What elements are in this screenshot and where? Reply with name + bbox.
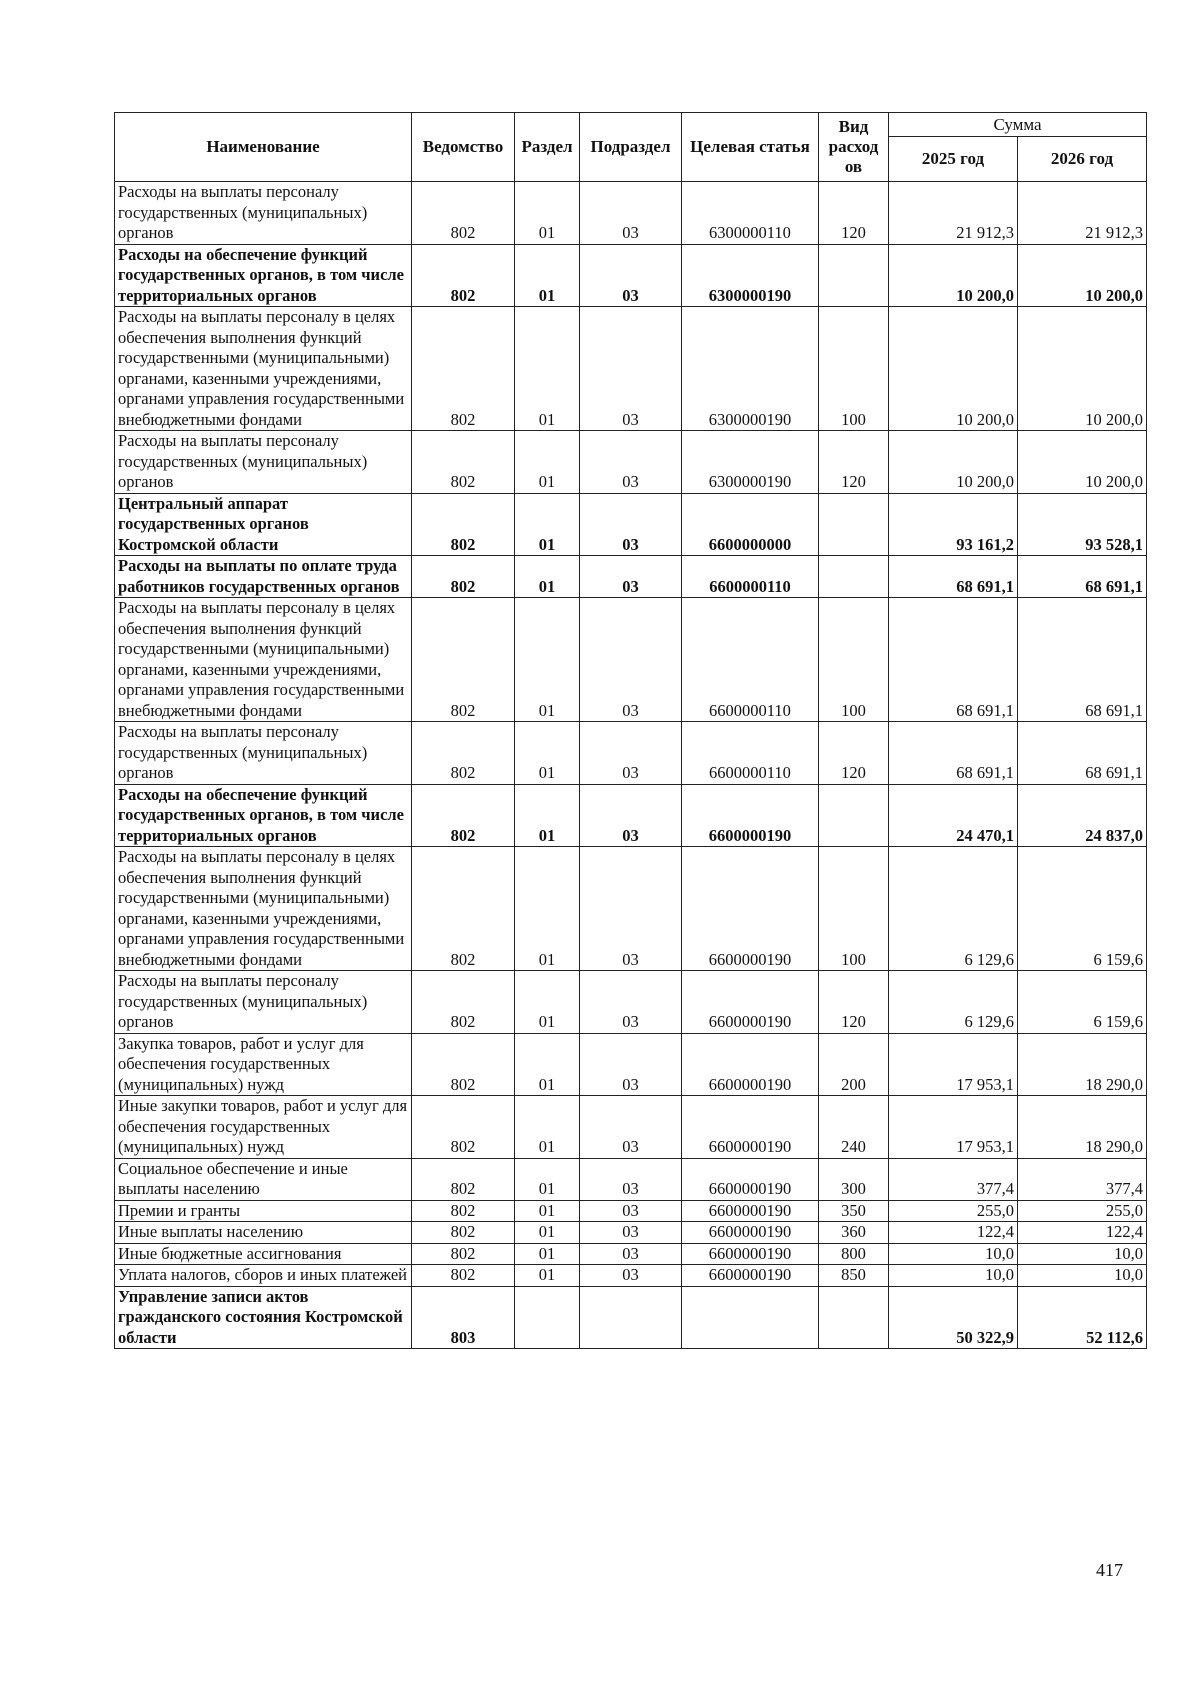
cell-razdel: 01 — [515, 598, 580, 722]
cell-tselevaya-statya: 6600000110 — [682, 556, 819, 598]
cell-podrazdel: 03 — [580, 556, 682, 598]
table-row — [115, 971, 1147, 1034]
cell-vid-raskhodov: 120 — [819, 431, 889, 494]
cell-podrazdel: 03 — [580, 1265, 682, 1287]
cell-name: Уплата налогов, сборов и иных платежей — [115, 1265, 412, 1287]
cell-razdel: 01 — [515, 1096, 580, 1159]
cell-tselevaya-statya: 6600000190 — [682, 1096, 819, 1159]
table-row — [115, 307, 1147, 431]
cell-name: Управление записи актов гражданского состояния Костромской области — [115, 1286, 412, 1349]
cell-name: Расходы на выплаты персоналу государственных (муниципальных) органов — [115, 722, 412, 785]
cell-razdel: 01 — [515, 847, 580, 971]
table-row — [115, 1158, 1147, 1200]
cell-podrazdel: 03 — [580, 784, 682, 847]
cell-sum-2025: 68 691,1 — [889, 722, 1018, 785]
cell-razdel: 01 — [515, 182, 580, 245]
cell-name: Закупка товаров, работ и услуг для обеспечения государственных (муниципальных) нужд — [115, 1033, 412, 1096]
cell-sum-2025: 10,0 — [889, 1265, 1018, 1287]
cell-podrazdel: 03 — [580, 493, 682, 556]
cell-razdel: 01 — [515, 244, 580, 307]
header-year-2025: 2025 год — [889, 137, 1018, 182]
cell-sum-2026: 24 837,0 — [1018, 784, 1147, 847]
cell-razdel: 01 — [515, 1158, 580, 1200]
table-row — [115, 182, 1147, 245]
cell-sum-2025: 10,0 — [889, 1243, 1018, 1265]
table-row — [115, 1243, 1147, 1265]
cell-sum-2025: 6 129,6 — [889, 847, 1018, 971]
table-row — [115, 784, 1147, 847]
cell-sum-2026: 6 159,6 — [1018, 847, 1147, 971]
cell-razdel: 01 — [515, 722, 580, 785]
page-number: 417 — [1096, 1560, 1123, 1580]
table-row — [115, 1286, 1147, 1349]
cell-razdel: 01 — [515, 1265, 580, 1287]
table-row — [115, 1096, 1147, 1159]
cell-vid-raskhodov: 100 — [819, 847, 889, 971]
cell-vid-raskhodov: 350 — [819, 1200, 889, 1222]
header-year-2026: 2026 год — [1018, 137, 1147, 182]
cell-name: Расходы на выплаты персоналу государственных (муниципальных) органов — [115, 431, 412, 494]
header-podrazdel: Подраздел — [580, 113, 682, 182]
table-row — [115, 598, 1147, 722]
cell-tselevaya-statya: 6600000190 — [682, 1243, 819, 1265]
cell-tselevaya-statya: 6300000190 — [682, 307, 819, 431]
cell-sum-2025: 122,4 — [889, 1222, 1018, 1244]
cell-sum-2026: 377,4 — [1018, 1158, 1147, 1200]
cell-sum-2025: 93 161,2 — [889, 493, 1018, 556]
table-row — [115, 493, 1147, 556]
cell-vedomstvo: 802 — [412, 307, 515, 431]
cell-tselevaya-statya: 6600000190 — [682, 1033, 819, 1096]
cell-sum-2026: 122,4 — [1018, 1222, 1147, 1244]
cell-podrazdel: 03 — [580, 1096, 682, 1159]
cell-sum-2026: 68 691,1 — [1018, 722, 1147, 785]
cell-podrazdel: 03 — [580, 431, 682, 494]
cell-sum-2025: 377,4 — [889, 1158, 1018, 1200]
cell-vid-raskhodov — [819, 784, 889, 847]
cell-sum-2026: 93 528,1 — [1018, 493, 1147, 556]
cell-tselevaya-statya: 6600000190 — [682, 1200, 819, 1222]
cell-podrazdel: 03 — [580, 971, 682, 1034]
header-summa: Сумма — [889, 113, 1147, 137]
cell-vedomstvo: 802 — [412, 1265, 515, 1287]
cell-vedomstvo: 802 — [412, 431, 515, 494]
cell-vedomstvo: 802 — [412, 1200, 515, 1222]
cell-vid-raskhodov: 300 — [819, 1158, 889, 1200]
cell-tselevaya-statya: 6300000190 — [682, 244, 819, 307]
cell-vedomstvo: 802 — [412, 556, 515, 598]
header-tselevaya-statya: Целевая статья — [682, 113, 819, 182]
budget-table — [114, 112, 1147, 1349]
cell-sum-2025: 68 691,1 — [889, 556, 1018, 598]
cell-sum-2025: 6 129,6 — [889, 971, 1018, 1034]
cell-sum-2025: 21 912,3 — [889, 182, 1018, 245]
cell-podrazdel — [580, 1286, 682, 1349]
cell-vid-raskhodov: 120 — [819, 971, 889, 1034]
cell-vid-raskhodov: 100 — [819, 307, 889, 431]
cell-tselevaya-statya: 6600000190 — [682, 847, 819, 971]
cell-sum-2026: 18 290,0 — [1018, 1096, 1147, 1159]
header-razdel: Раздел — [515, 113, 580, 182]
cell-name: Расходы на выплаты персоналу в целях обеспечения выполнения функций государственными (муниципальными) органами, казенными учреждениями, органами управления государственными внебюджетными фондами — [115, 307, 412, 431]
cell-sum-2026: 10 200,0 — [1018, 307, 1147, 431]
table-row — [115, 1265, 1147, 1287]
cell-razdel: 01 — [515, 431, 580, 494]
cell-name: Расходы на обеспечение функций государственных органов, в том числе территориальных органов — [115, 244, 412, 307]
cell-tselevaya-statya: 6600000190 — [682, 1158, 819, 1200]
header-name: Наименование — [115, 113, 412, 182]
cell-vedomstvo: 802 — [412, 1243, 515, 1265]
cell-vid-raskhodov — [819, 556, 889, 598]
cell-vedomstvo: 802 — [412, 182, 515, 245]
cell-razdel — [515, 1286, 580, 1349]
cell-vid-raskhodov — [819, 1286, 889, 1349]
table-row — [115, 1033, 1147, 1096]
cell-vedomstvo: 802 — [412, 1096, 515, 1159]
cell-razdel: 01 — [515, 1243, 580, 1265]
cell-vedomstvo: 802 — [412, 722, 515, 785]
cell-sum-2026: 68 691,1 — [1018, 598, 1147, 722]
cell-vedomstvo: 803 — [412, 1286, 515, 1349]
cell-tselevaya-statya — [682, 1286, 819, 1349]
cell-podrazdel: 03 — [580, 1243, 682, 1265]
cell-sum-2025: 10 200,0 — [889, 244, 1018, 307]
cell-razdel: 01 — [515, 971, 580, 1034]
cell-tselevaya-statya: 6300000190 — [682, 431, 819, 494]
cell-vid-raskhodov: 800 — [819, 1243, 889, 1265]
cell-name: Иные выплаты населению — [115, 1222, 412, 1244]
cell-vid-raskhodov: 100 — [819, 598, 889, 722]
cell-podrazdel: 03 — [580, 307, 682, 431]
cell-sum-2026: 68 691,1 — [1018, 556, 1147, 598]
table-row — [115, 1222, 1147, 1244]
cell-razdel: 01 — [515, 1200, 580, 1222]
cell-sum-2025: 24 470,1 — [889, 784, 1018, 847]
cell-razdel: 01 — [515, 307, 580, 431]
cell-sum-2025: 50 322,9 — [889, 1286, 1018, 1349]
header-vedomstvo: Ведомство — [412, 113, 515, 182]
cell-podrazdel: 03 — [580, 182, 682, 245]
cell-sum-2025: 17 953,1 — [889, 1033, 1018, 1096]
cell-vid-raskhodov: 200 — [819, 1033, 889, 1096]
cell-sum-2026: 52 112,6 — [1018, 1286, 1147, 1349]
cell-podrazdel: 03 — [580, 1222, 682, 1244]
cell-tselevaya-statya: 6600000000 — [682, 493, 819, 556]
cell-vedomstvo: 802 — [412, 784, 515, 847]
cell-tselevaya-statya: 6600000190 — [682, 1265, 819, 1287]
cell-sum-2025: 255,0 — [889, 1200, 1018, 1222]
cell-podrazdel: 03 — [580, 1200, 682, 1222]
cell-tselevaya-statya: 6600000190 — [682, 784, 819, 847]
table-row — [115, 847, 1147, 971]
cell-vid-raskhodov: 120 — [819, 722, 889, 785]
cell-tselevaya-statya: 6600000190 — [682, 1222, 819, 1244]
table-row — [115, 1200, 1147, 1222]
cell-podrazdel: 03 — [580, 847, 682, 971]
table-body — [115, 182, 1147, 1349]
cell-razdel: 01 — [515, 784, 580, 847]
cell-tselevaya-statya: 6300000110 — [682, 182, 819, 245]
cell-razdel: 01 — [515, 1033, 580, 1096]
cell-name: Расходы на обеспечение функций государственных органов, в том числе территориальных органов — [115, 784, 412, 847]
table-row — [115, 556, 1147, 598]
cell-razdel: 01 — [515, 493, 580, 556]
cell-vedomstvo: 802 — [412, 493, 515, 556]
cell-name: Центральный аппарат государственных органов Костромской области — [115, 493, 412, 556]
cell-vedomstvo: 802 — [412, 1222, 515, 1244]
cell-vedomstvo: 802 — [412, 1158, 515, 1200]
cell-name: Социальное обеспечение и иные выплаты населению — [115, 1158, 412, 1200]
cell-name: Расходы на выплаты персоналу государственных (муниципальных) органов — [115, 971, 412, 1034]
cell-sum-2026: 10,0 — [1018, 1265, 1147, 1287]
cell-vedomstvo: 802 — [412, 1033, 515, 1096]
cell-sum-2026: 6 159,6 — [1018, 971, 1147, 1034]
cell-name: Иные бюджетные ассигнования — [115, 1243, 412, 1265]
cell-podrazdel: 03 — [580, 1033, 682, 1096]
cell-vedomstvo: 802 — [412, 244, 515, 307]
header-vid-raskhodov: Вид расход ов — [819, 113, 889, 182]
cell-sum-2026: 10,0 — [1018, 1243, 1147, 1265]
table-row — [115, 244, 1147, 307]
cell-razdel: 01 — [515, 556, 580, 598]
cell-name: Расходы на выплаты по оплате труда работников государственных органов — [115, 556, 412, 598]
cell-vedomstvo: 802 — [412, 598, 515, 722]
cell-vid-raskhodov: 240 — [819, 1096, 889, 1159]
cell-podrazdel: 03 — [580, 598, 682, 722]
cell-vid-raskhodov — [819, 493, 889, 556]
cell-sum-2026: 10 200,0 — [1018, 431, 1147, 494]
table-header — [115, 113, 1147, 182]
cell-vid-raskhodov: 850 — [819, 1265, 889, 1287]
cell-sum-2026: 21 912,3 — [1018, 182, 1147, 245]
cell-name: Премии и гранты — [115, 1200, 412, 1222]
cell-tselevaya-statya: 6600000110 — [682, 722, 819, 785]
cell-sum-2025: 17 953,1 — [889, 1096, 1018, 1159]
table-row — [115, 722, 1147, 785]
cell-vedomstvo: 802 — [412, 847, 515, 971]
cell-sum-2025: 10 200,0 — [889, 431, 1018, 494]
cell-name: Расходы на выплаты персоналу в целях обеспечения выполнения функций государственными (муниципальными) органами, казенными учреждениями, органами управления государственными внебюджетными фондами — [115, 598, 412, 722]
cell-vid-raskhodov: 360 — [819, 1222, 889, 1244]
cell-name: Расходы на выплаты персоналу государственных (муниципальных) органов — [115, 182, 412, 245]
table-row — [115, 431, 1147, 494]
cell-name: Расходы на выплаты персоналу в целях обеспечения выполнения функций государственными (муниципальными) органами, казенными учреждениями, органами управления государственными внебюджетными фондами — [115, 847, 412, 971]
cell-razdel: 01 — [515, 1222, 580, 1244]
cell-name: Иные закупки товаров, работ и услуг для обеспечения государственных (муниципальных) нужд — [115, 1096, 412, 1159]
cell-sum-2026: 10 200,0 — [1018, 244, 1147, 307]
cell-vid-raskhodov: 120 — [819, 182, 889, 245]
cell-vedomstvo: 802 — [412, 971, 515, 1034]
cell-sum-2025: 68 691,1 — [889, 598, 1018, 722]
cell-vid-raskhodov — [819, 244, 889, 307]
cell-podrazdel: 03 — [580, 722, 682, 785]
cell-podrazdel: 03 — [580, 1158, 682, 1200]
cell-sum-2026: 255,0 — [1018, 1200, 1147, 1222]
cell-sum-2026: 18 290,0 — [1018, 1033, 1147, 1096]
cell-tselevaya-statya: 6600000110 — [682, 598, 819, 722]
cell-sum-2025: 10 200,0 — [889, 307, 1018, 431]
cell-podrazdel: 03 — [580, 244, 682, 307]
cell-tselevaya-statya: 6600000190 — [682, 971, 819, 1034]
